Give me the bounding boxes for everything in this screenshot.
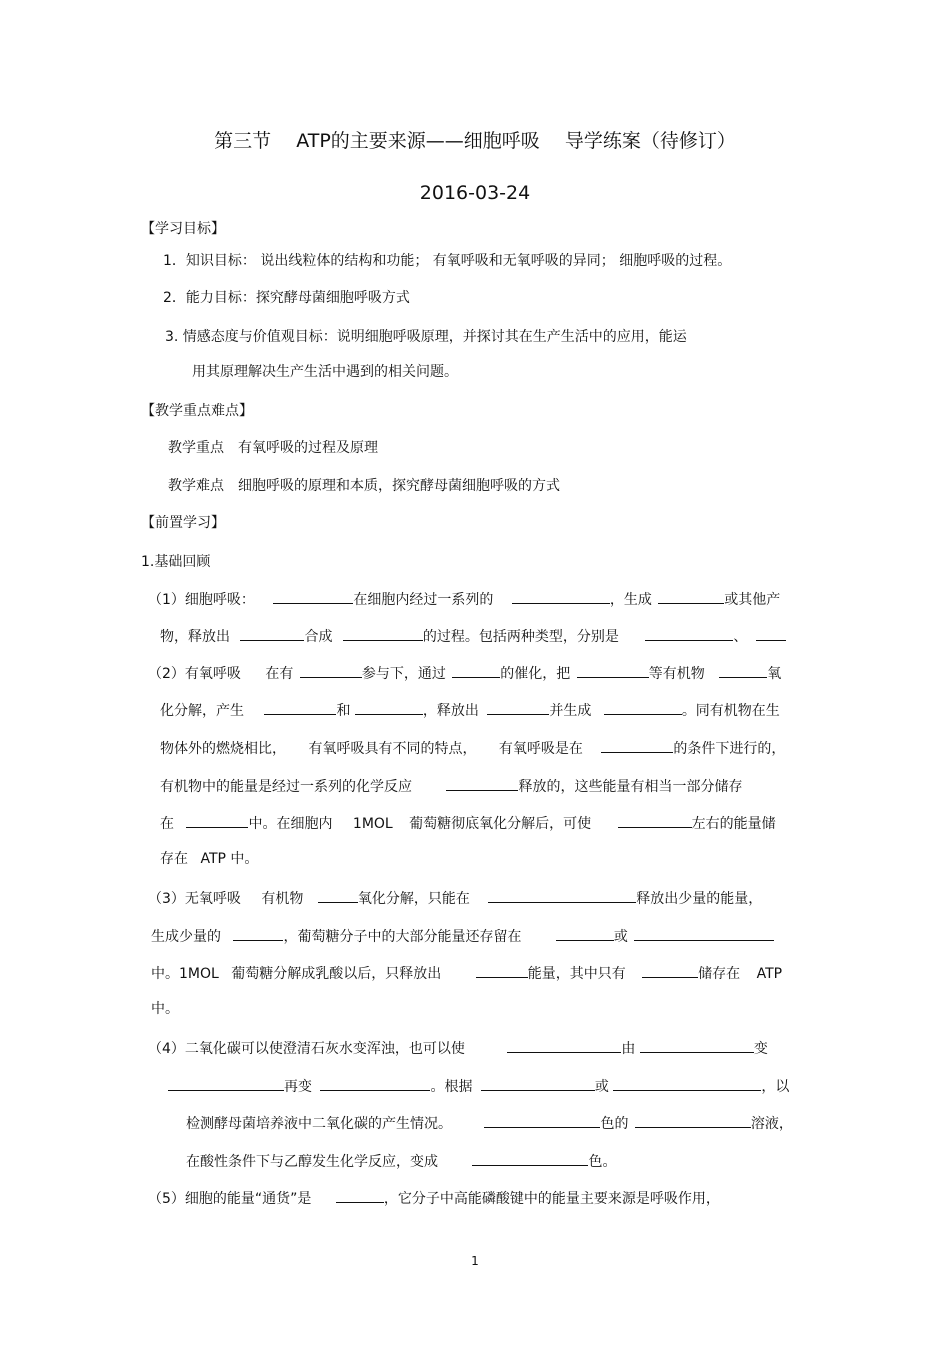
q2-text: 1MOL <box>352 816 393 832</box>
blank[interactable] <box>512 589 610 604</box>
blank[interactable] <box>186 813 248 828</box>
q3-text: （3）无氧呼吸 <box>148 891 241 907</box>
blank[interactable] <box>240 626 304 641</box>
q2-text: ATP 中。 <box>200 851 259 867</box>
q1-line1 <box>148 589 780 609</box>
q3-text: 能量，其中只有 <box>527 966 626 982</box>
blank[interactable] <box>756 626 786 641</box>
goal-attitude: 3. 情感态度与价值观目标：说明细胞呼吸原理，并探讨其在生产生活中的应用，能运 <box>165 329 687 345</box>
q4-text: 再变 <box>284 1079 312 1095</box>
q2-text: 物体外的燃烧相比， <box>160 741 286 757</box>
blank[interactable] <box>719 663 767 678</box>
q2-text: 左右的能量储 <box>691 816 776 832</box>
q3-text: 葡萄糖分解成乳酸以后，只释放出 <box>231 966 442 982</box>
goal-knowledge: 1．知识目标： 说出线粒体的结构和功能； 有氧呼吸和无氧呼吸的异同； 细胞呼吸的过程。 <box>163 253 732 269</box>
blank[interactable] <box>642 963 698 978</box>
q2-text: ，释放出 <box>422 703 479 719</box>
q4-text: （4）二氧化碳可以使澄清石灰水变浑浊，也可以使 <box>148 1041 465 1057</box>
q2-line6 <box>160 850 258 868</box>
blank[interactable] <box>481 1076 595 1091</box>
q4-text: 变 <box>753 1041 768 1057</box>
q4-line3 <box>186 1113 793 1133</box>
teaching-difficulty: 教学难点 细胞呼吸的原理和本质，探究酵母菌细胞呼吸的方式 <box>168 478 560 494</box>
q1-text: 、 <box>733 629 748 645</box>
q3-text: ，葡萄糖分子中的大部分能量还存留在 <box>283 929 522 945</box>
page-number: 1 <box>471 1254 479 1268</box>
q5-text: ，它分子中高能磷酸键中的能量主要来源是呼吸作用， <box>383 1191 720 1207</box>
goal-attitude-cont: 用其原理解决生产生活中遇到的相关问题。 <box>192 364 458 380</box>
q4-text: 溶液， <box>750 1116 793 1132</box>
q2-text: 参与下，通过 <box>361 666 446 682</box>
q2-line5 <box>160 813 776 833</box>
blank[interactable] <box>487 700 549 715</box>
q2-text: 释放的，这些能量有相当一部分储存 <box>518 779 743 795</box>
q1-line2 <box>160 626 786 646</box>
blank[interactable] <box>634 926 774 941</box>
q2-text: 存在 <box>160 851 188 867</box>
teaching-focus: 教学重点 有氧呼吸的过程及原理 <box>168 440 378 456</box>
q4-text: 由 <box>621 1041 636 1057</box>
blank[interactable] <box>556 926 614 941</box>
q3-text: 有机物 <box>261 891 304 907</box>
q2-text: 葡萄糖彻底氧化分解后，可使 <box>409 816 592 832</box>
q2-text: 在 <box>160 816 174 832</box>
blank[interactable] <box>488 888 636 903</box>
q4-text: 色。 <box>588 1154 617 1170</box>
q3-line2 <box>151 926 774 946</box>
q4-text: 或 <box>594 1079 609 1095</box>
blank[interactable] <box>476 963 528 978</box>
q2-text: （2）有氧呼吸 <box>148 666 241 682</box>
q3-text: 或 <box>613 929 628 945</box>
blank[interactable] <box>168 1076 284 1091</box>
blank[interactable] <box>645 626 733 641</box>
q5-line1 <box>148 1188 720 1208</box>
blank[interactable] <box>343 626 423 641</box>
blank[interactable] <box>446 776 518 791</box>
q4-text: 检测酵母菌培养液中二氧化碳的产生情况。 <box>186 1116 452 1132</box>
q2-text: 的催化，把 <box>500 666 571 682</box>
q3-text: 生成少量的 <box>151 929 221 945</box>
q2-text: 有氧呼吸具有不同的特点， <box>308 741 477 757</box>
blank[interactable] <box>601 738 673 753</box>
q3-text: 氧化分解，只能在 <box>357 891 470 907</box>
q3-line1 <box>148 888 762 908</box>
blank[interactable] <box>472 1151 588 1166</box>
goal-ability: 2．能力目标：探究酵母菌细胞呼吸方式 <box>163 290 410 306</box>
blank[interactable] <box>300 663 362 678</box>
q2-text: 在有 <box>265 666 294 682</box>
q2-text: 有机物中的能量是经过一系列的化学反应 <box>160 779 412 795</box>
blank[interactable] <box>452 663 500 678</box>
q4-text: 色的 <box>600 1116 629 1132</box>
blank[interactable] <box>355 700 423 715</box>
blank[interactable] <box>604 700 682 715</box>
q2-text: 并生成 <box>549 703 592 719</box>
basic-review: 1.基础回顾 <box>141 554 211 570</box>
keypoints-heading: 【教学重点难点】 <box>141 403 253 419</box>
q4-text: ，以 <box>761 1079 790 1095</box>
q1-text: 在细胞内经过一系列的 <box>353 592 494 608</box>
page-title: 第三节 ATP的主要来源——细胞呼吸 导学练案（待修订） <box>214 130 736 152</box>
blank[interactable] <box>640 1038 754 1053</box>
blank[interactable] <box>336 1188 384 1203</box>
blank[interactable] <box>507 1038 621 1053</box>
q4-line1 <box>148 1038 768 1058</box>
blank[interactable] <box>658 589 724 604</box>
q2-text: 中。在细胞内 <box>248 816 333 832</box>
q4-text: 。根据 <box>430 1079 473 1095</box>
q2-text: 和 <box>336 703 351 719</box>
q1-text: ，生成 <box>609 592 652 608</box>
q1-text: 合成 <box>304 629 333 645</box>
q2-text: 等有机物 <box>648 666 705 682</box>
blank[interactable] <box>320 1076 430 1091</box>
q5-text: （5）细胞的能量“通货”是 <box>148 1191 312 1207</box>
q4-line4 <box>186 1151 616 1171</box>
q2-text: 化分解，产生 <box>160 703 244 719</box>
blank[interactable] <box>577 663 649 678</box>
q1-text: 的过程。包括两种类型，分别是 <box>422 629 619 645</box>
q4-line2 <box>168 1076 789 1096</box>
q1-text: 或其他产 <box>724 592 781 608</box>
q2-line2 <box>160 700 780 720</box>
blank[interactable] <box>264 700 336 715</box>
blank[interactable] <box>273 589 353 604</box>
blank[interactable] <box>613 1076 761 1091</box>
goals-heading: 【学习目标】 <box>141 221 225 237</box>
blank[interactable] <box>618 813 692 828</box>
page-date: 2016-03-24 <box>419 182 531 204</box>
q1-text: 物，释放出 <box>160 629 230 645</box>
q3-line3 <box>151 963 782 983</box>
prestudy-heading: 【前置学习】 <box>141 515 225 531</box>
q2-text: 的条件下进行的， <box>673 741 786 757</box>
blank[interactable] <box>484 1113 600 1128</box>
blank[interactable] <box>635 1113 751 1128</box>
q3-text: 储存在 <box>698 966 741 982</box>
q3-text: ATP <box>756 966 783 982</box>
q2-text: 氧 <box>767 666 782 682</box>
blank[interactable] <box>233 926 283 941</box>
q2-line3 <box>160 738 785 758</box>
q2-text: 。同有机物在生 <box>681 703 780 719</box>
q4-text: 在酸性条件下与乙醇发生化学反应，变成 <box>186 1154 438 1170</box>
q3-text: 释放出少量的能量， <box>636 891 763 907</box>
blank[interactable] <box>318 888 358 903</box>
q3-line4: 中。 <box>151 1001 179 1017</box>
q1-text: （1）细胞呼吸： <box>148 592 255 608</box>
q2-line1 <box>148 663 781 683</box>
q2-line4 <box>160 776 742 796</box>
q2-text: 有氧呼吸是在 <box>498 741 583 757</box>
q3-text: 中。1MOL <box>151 966 219 982</box>
